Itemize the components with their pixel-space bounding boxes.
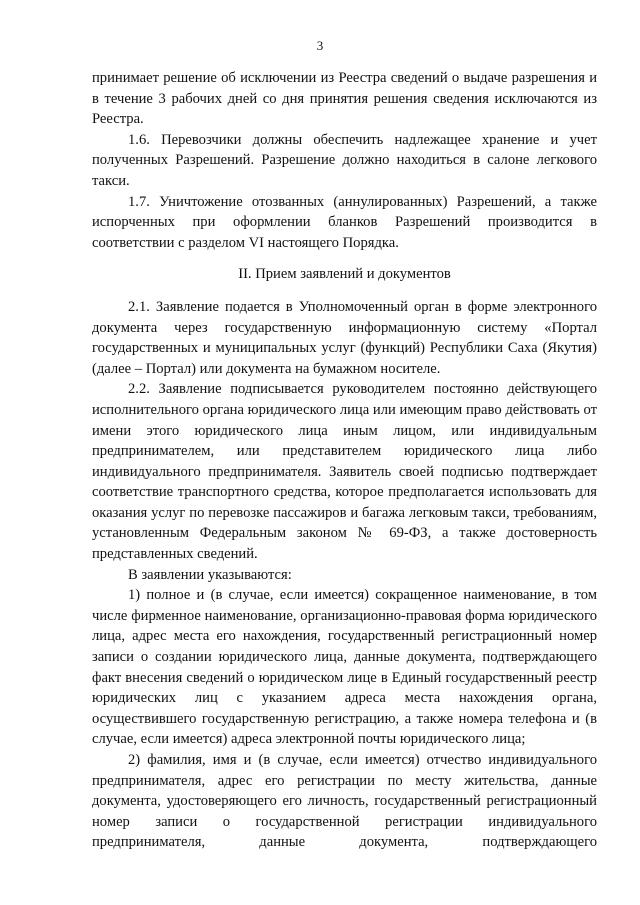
paragraph-1-6: 1.6. Перевозчики должны обеспечить надлежащее хранение и учет полученных Разрешений. Разрешение должно находиться в салоне легкового такси. [92,131,597,189]
document-body [92,68,597,853]
paragraph-exclusion-decision: принимает решение об исключении из Реестра сведений о выдаче разрешения и в течение 3 рабочих дней со дня принятия решения сведения исключаются из Реестра. [92,70,597,128]
section-heading: II. Прием заявлений и документов [238,266,451,283]
paragraph-2-1: 2.1. Заявление подается в Уполномоченный орган в форме электронного документа через государственную информационную систему «Портал государственных и муниципальных услуг (функций) Республики Саха (Якутия) (далее – Портал) или документа на бумажном носителе. [92,298,597,377]
page-number: 3 [316,38,324,53]
paragraph-item-1: 1) полное и (в случае, если имеется) сокращенное наименование, в том числе фирменное наименование, организационно-правовая форма юридического лица, адрес места его нахождения, государственный регистрационный номер записи о создании юридического лица, данные документа, подтверждающего факт внесения сведений о юридическом лице в Единый государственный реестр юридических лиц с указанием адреса места нахождения органа, осуществившего государственную регистрацию, а также номера телефона и (в случае, если имеется) адреса электронной почты юридического лица; [92,587,597,748]
paragraph-list-intro: В заявлении указываются: [128,566,292,583]
paragraph-1-7: 1.7. Уничтожение отозванных (аннулированных) Разрешений, а также испорченных при оформлении бланков Разрешений производится в соответствии с разделом VI настоящего Порядка. [92,193,597,251]
paragraph-item-2: 2) фамилия, имя и (в случае, если имеется) отчество индивидуального предпринимателя, адрес его регистрации по месту жительства, данные документа, удостоверяющего его личность, государственный регистрационный номер записи о государственной регистрации индивидуального предпринимателя, данные документа, подтверждающего [92,752,597,851]
paragraph-2-2: 2.2. Заявление подписывается руководителем постоянно действующего исполнительного органа юридического лица или имеющим право действовать от имени этого юридического лица иным лицом, или индивидуальным предпринимателем, или представителем юридического лица либо индивидуального предпринимателя. Заявитель своей подписью подтверждает соответствие транспортного средства, которое предполагается использовать для оказания услуг по перевозке пассажиров и багажа легковым такси, требованиям, установленным Федеральным законом № 69-ФЗ, а также достоверность представленных сведений. [92,381,597,563]
